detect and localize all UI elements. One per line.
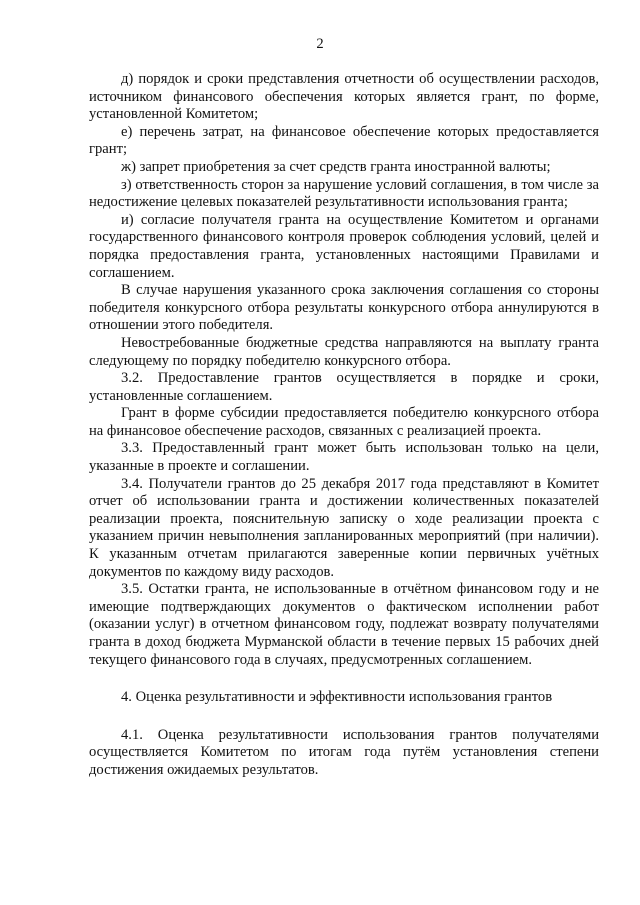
paragraph-3-2: 3.2. Предоставление грантов осуществляется в порядке и сроки, установленные соглашением. (89, 370, 599, 404)
paragraph-z: з) ответственность сторон за нарушение условий соглашения, в том числе за недостижение целевых показателей результативности использования гранта; (89, 176, 599, 211)
paragraph-subsidy-form: Грант в форме субсидии предоставляется победителю конкурсного отбора на финансовое обеспечение расходов, связанных с реализацией проекта. (89, 405, 599, 439)
document-body (89, 71, 599, 780)
paragraph-deadline-violation: В случае нарушения указанного срока заключения соглашения со стороны победителя конкурсного отбора результаты конкурсного отбора аннулируются в отношении этого победителя. (89, 282, 599, 334)
paragraph-3-3: 3.3. Предоставленный грант может быть использован только на цели, указанные в проекте и соглашении. (89, 440, 599, 475)
paragraph-3-5: 3.5. Остатки гранта, не использованные в отчётном финансовом году и не имеющие подтверждающих документов о фактическом исполнении работ (оказании услуг) в отчетном финансовом году, подлежат возврату получателями гранта в доход бюджета Мурманской области в течение первых 15 рабочих дней текущего финансового года в случаях, предусмотренных соглашением. (89, 581, 599, 668)
paragraph-d: д) порядок и сроки представления отчетности об осуществлении расходов, источником финансового обеспечения которых является грант, по форме, установленной Комитетом; (89, 71, 599, 123)
paragraph-e: е) перечень затрат, на финансовое обеспечение которых предоставляется грант; (89, 123, 599, 158)
section-heading: 4. Оценка результативности и эффективности использования грантов (121, 689, 553, 706)
paragraph-3-4: 3.4. Получатели грантов до 25 декабря 2017 года представляют в Комитет отчет об использовании гранта и достижении количественных показателей реализации проекта, пояснительную записку о ходе реализации проекта с указанием причин невыполнения запланированных мероприятий (при наличии). К указанным отчетам прилагаются заверенные копии первичных учётных документов по каждому виду расходов. (89, 475, 599, 580)
paragraph-zh: ж) запрет приобретения за счет средств гранта иностранной валюты; (121, 158, 551, 175)
paragraph-unclaimed-funds: Невостребованные бюджетные средства направляются на выплату гранта следующему по порядку победителю конкурсного отбора. (89, 334, 599, 369)
paragraph-4-1: 4.1. Оценка результативности использования грантов получателями осуществляется Комитетом по итогам года путём установления степени достижения ожидаемых результатов. (89, 726, 599, 778)
page-number: 2 (316, 36, 324, 52)
paragraph-i: и) согласие получателя гранта на осуществление Комитетом и органами государственного финансового контроля проверок соблюдения условий, целей и порядка предоставления гранта, установленных настоящими Правилами и соглашением. (89, 211, 599, 281)
